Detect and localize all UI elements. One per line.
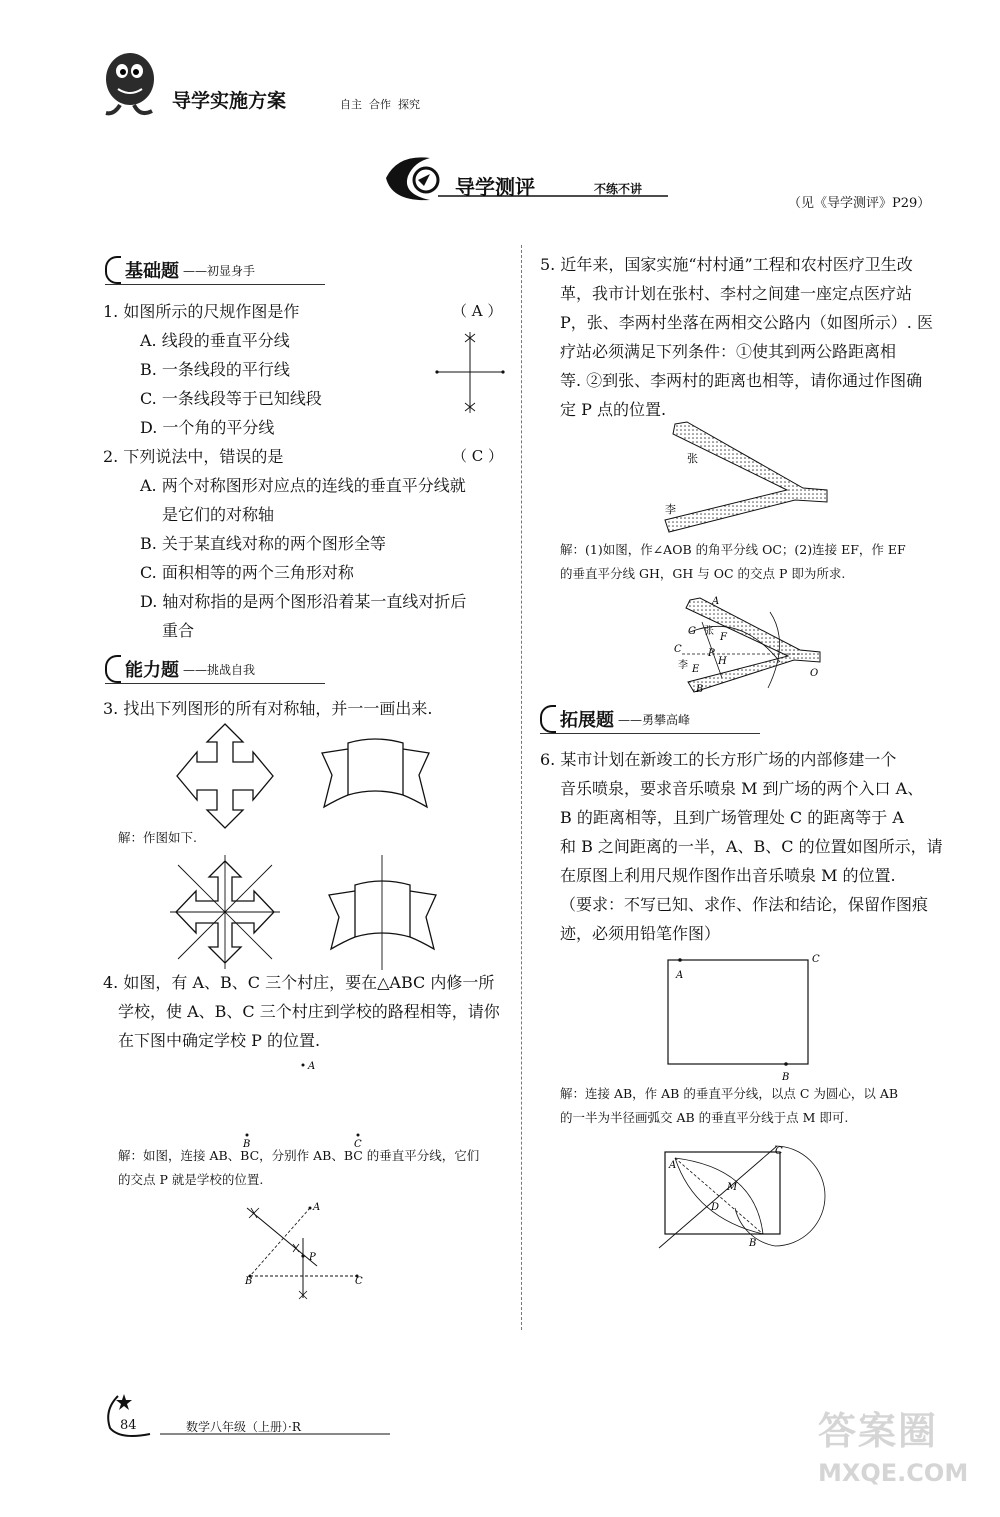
- q1-option-a: A. 线段的垂直平分线: [140, 331, 290, 350]
- q5-line-4: 疗站必须满足下列条件：①使其到两公路距离相: [560, 342, 897, 361]
- q4-label-a: A: [308, 1061, 316, 1072]
- section-ability-title: 能力题: [125, 660, 179, 681]
- section-basic-sub: ——初显身手: [183, 263, 256, 278]
- q6-label-b: B: [782, 1072, 790, 1083]
- q2-option-b: B. 关于某直线对称的两个图形全等: [140, 534, 386, 553]
- q4-solution-1: 解：如图，连接 AB、BC，分别作 AB、BC 的垂直平分线，它们: [118, 1148, 480, 1163]
- q5-sol-label-g: G: [688, 626, 696, 637]
- section-basic-heading: [105, 256, 255, 284]
- q4-sol-label-a: A: [313, 1202, 321, 1213]
- q4-line-1: 4. 如图，有 A、B、C 三个村庄，要在△ABC 内修一所: [103, 973, 495, 992]
- q5-solution-1: 解：(1)如图，作∠AOB 的角平分线 OC；(2)连接 EF，作 EF: [560, 542, 906, 557]
- section-ability-heading: [105, 655, 255, 683]
- section-ability-sub: ——挑战自我: [183, 662, 256, 677]
- mascot-icon: [100, 45, 162, 120]
- q3-stem: 3. 找出下列图形的所有对称轴，并一一画出来.: [103, 699, 433, 718]
- q4-solution-2: 的交点 P 就是学校的位置.: [118, 1172, 264, 1187]
- q5-sol-label-e: E: [692, 664, 700, 675]
- q4-sol-label-p: P: [309, 1252, 316, 1263]
- q6-sol-label-m: M: [727, 1182, 738, 1193]
- q6-solution-2: 的一半为半径画弧交 AB 的垂直平分线于点 M 即可.: [560, 1110, 849, 1125]
- q1-figure: [425, 330, 505, 415]
- q5-sol-label-zhang: 张: [704, 626, 714, 637]
- section-ability-rule: [105, 683, 325, 684]
- watermark-logo: [818, 1400, 988, 1500]
- q2-option-d-cont: 重合: [162, 621, 195, 640]
- q4-label-c: C: [354, 1139, 362, 1150]
- q6-line-6: （要求：不写已知、求作、作法和结论，保留作图痕: [560, 895, 929, 914]
- q5-sol-label-f: F: [720, 632, 727, 643]
- q5-label-zhang: 张: [687, 452, 698, 465]
- footer-book: 数学八年级（上册）·R: [186, 1420, 301, 1434]
- q6-line-2: 音乐喷泉，要求音乐喷泉 M 到广场的两个入口 A、: [560, 779, 924, 798]
- q2-option-a-cont: 是它们的对称轴: [162, 505, 275, 524]
- section-extend-heading: [540, 705, 690, 733]
- q6-sol-label-d: D: [711, 1202, 720, 1213]
- q1-answer: （ A ）: [452, 302, 503, 320]
- q2-option-d: D. 轴对称指的是两个图形沿着某一直线对折后: [140, 592, 467, 611]
- q5-line-6: 定 P 点的位置.: [560, 400, 667, 419]
- q5-sol-label-p: P: [708, 648, 715, 659]
- q2-stem: 2. 下列说法中，错误的是: [103, 447, 284, 466]
- q5-sol-label-c: C: [674, 644, 682, 655]
- q4-line-2: 学校，使 A、B、C 三个村庄到学校的路程相等，请你: [118, 1002, 500, 1021]
- banner-sub: 不练不讲: [594, 182, 643, 196]
- watermark-url: MXQE.COM: [818, 1459, 969, 1487]
- q5-solution-2: 的垂直平分线 GH，GH 与 OC 的交点 P 即为所求.: [560, 566, 846, 581]
- q1-option-c: C. 一条线段等于已知线段: [140, 389, 322, 408]
- q3-cross-arrow-solution: [170, 855, 280, 970]
- q3-banner-solution: [325, 855, 440, 970]
- watermark-text: 答案圈: [818, 1409, 939, 1453]
- q5-roads-figure: [655, 420, 830, 535]
- banner-title: 导学测评: [455, 175, 535, 199]
- q5-line-1: 5. 近年来，国家实施“村村通”工程和农村医疗卫生改: [540, 255, 913, 274]
- column-divider: [521, 245, 522, 1330]
- q1-option-b: B. 一条线段的平行线: [140, 360, 290, 379]
- q6-sol-label-b: B: [749, 1238, 757, 1249]
- q1-stem: 1. 如图所示的尺规作图是作: [103, 302, 300, 321]
- q5-line-3: P，张、李两村坐落在两相交公路内（如图所示）. 医: [560, 313, 933, 332]
- q4-sol-label-b: B: [245, 1276, 253, 1287]
- section-basic-title: 基础题: [125, 261, 179, 282]
- mascot-logo: [100, 45, 162, 120]
- q6-solution-figure: [655, 1138, 840, 1253]
- q6-line-5: 在原图上利用尺规作图作出音乐喷泉 M 的位置.: [560, 866, 896, 885]
- page-number: 84: [120, 1418, 137, 1433]
- section-extend-title: 拓展题: [560, 710, 614, 731]
- q5-sol-label-a: A: [712, 596, 720, 607]
- header-title: 导学实施方案: [172, 90, 287, 112]
- q5-sol-label-o: O: [810, 668, 819, 679]
- q6-rectangle-figure: [662, 950, 832, 1085]
- q6-sol-label-c: C: [775, 1146, 783, 1157]
- reference-note: （见《导学测评》P29）: [788, 196, 931, 211]
- q4-sol-label-c: C: [355, 1276, 363, 1287]
- q4-label-b: B: [243, 1139, 251, 1150]
- q6-line-1: 6. 某市计划在新竣工的长方形广场的内部修建一个: [540, 750, 897, 769]
- q3-cross-arrow-figure: [175, 722, 275, 830]
- q5-label-li: 李: [665, 503, 676, 516]
- q5-sol-label-b: B: [696, 684, 704, 695]
- q6-line-3: B 的距离相等，且到广场管理处 C 的距离等于 A: [560, 808, 904, 827]
- q4-line-3: 在下图中确定学校 P 的位置.: [118, 1031, 321, 1050]
- q6-line-4: 和 B 之间距离的一半，A、B、C 的位置如图所示，请: [560, 837, 943, 856]
- q2-option-a: A. 两个对称图形对应点的连线的垂直平分线就: [140, 476, 466, 495]
- q4-points-figure: [230, 1055, 380, 1150]
- q2-answer: （ C ）: [452, 447, 504, 465]
- q3-solution: 解：作图如下.: [118, 830, 197, 845]
- q6-label-a: A: [676, 970, 684, 981]
- q5-line-5: 等. ②到张、李两村的距离也相等，请你通过作图确: [560, 371, 923, 390]
- section-extend-rule: [540, 733, 760, 734]
- q5-solution-figure: [660, 592, 830, 697]
- q1-option-d: D. 一个角的平分线: [140, 418, 275, 437]
- q5-sol-label-h: H: [718, 656, 727, 667]
- q6-solution-1: 解：连接 AB，作 AB 的垂直平分线，以点 C 为圆心，以 AB: [560, 1086, 899, 1101]
- q3-banner-figure: [318, 735, 433, 815]
- q4-solution-figure: [235, 1198, 375, 1303]
- q5-line-2: 革，我市计划在张村、李村之间建一座定点医疗站: [560, 284, 913, 303]
- q5-sol-label-li: 李: [678, 660, 688, 671]
- q6-line-7: 迹，必须用铅笔作图）: [560, 924, 721, 943]
- header-subtitle: 自主 合作 探究: [340, 98, 420, 111]
- q2-option-c: C. 面积相等的两个三角形对称: [140, 563, 354, 582]
- q6-sol-label-a: A: [669, 1160, 677, 1171]
- section-extend-sub: ——勇攀高峰: [618, 712, 691, 727]
- section-basic-rule: [105, 284, 325, 285]
- q6-label-c: C: [812, 954, 820, 965]
